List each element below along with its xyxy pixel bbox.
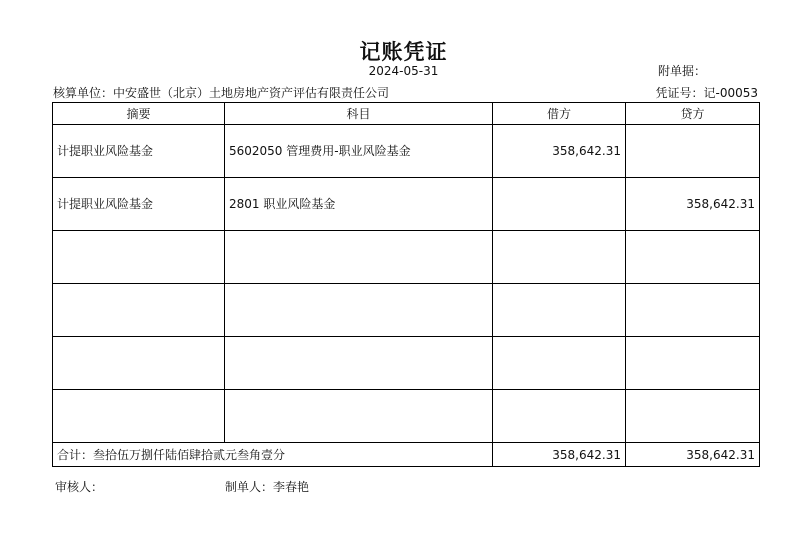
account-cell: 5602050 管理费用-职业风险基金 <box>225 125 493 178</box>
table-row <box>53 231 760 284</box>
table-row <box>53 284 760 337</box>
column-header-debit: 借方 <box>493 103 626 125</box>
credit-cell <box>626 337 760 390</box>
total-row <box>53 443 760 467</box>
debit-cell <box>493 284 626 337</box>
table-row <box>53 178 760 231</box>
table-header-row <box>53 103 760 125</box>
total-debit: 358,642.31 <box>493 443 626 467</box>
account-cell <box>225 337 493 390</box>
debit-cell: 358,642.31 <box>493 125 626 178</box>
debit-cell <box>493 390 626 443</box>
credit-cell <box>626 390 760 443</box>
debit-cell <box>493 337 626 390</box>
summary-cell <box>53 337 225 390</box>
voucher-date: 2024-05-31 <box>368 64 439 78</box>
preparer-label: 制单人：李春艳 <box>225 480 310 494</box>
table-row <box>53 337 760 390</box>
total-credit: 358,642.31 <box>626 443 760 467</box>
column-header-account: 科目 <box>225 103 493 125</box>
summary-cell <box>53 390 225 443</box>
account-cell <box>225 390 493 443</box>
reviewer-label: 审核人： <box>55 480 104 494</box>
debit-cell <box>493 231 626 284</box>
debit-cell <box>493 178 626 231</box>
credit-cell: 358,642.31 <box>626 178 760 231</box>
column-header-summary: 摘要 <box>53 103 225 125</box>
table-row <box>53 125 760 178</box>
accounting-unit: 核算单位：中安盛世（北京）土地房地产资产评估有限责任公司 <box>53 86 390 100</box>
account-cell: 2801 职业风险基金 <box>225 178 493 231</box>
summary-cell <box>53 231 225 284</box>
summary-cell: 计提职业风险基金 <box>53 125 225 178</box>
credit-cell <box>626 231 760 284</box>
attachments-label: 附单据： <box>658 64 707 78</box>
column-header-credit: 贷方 <box>626 103 760 125</box>
credit-cell <box>626 125 760 178</box>
voucher-table <box>52 102 760 467</box>
voucher-number: 凭证号：记-00053 <box>655 86 758 100</box>
summary-cell <box>53 284 225 337</box>
total-label: 合计：叁拾伍万捌仟陆佰肆拾贰元叁角壹分 <box>53 443 493 467</box>
voucher-title: 记账凭证 <box>359 40 448 64</box>
summary-cell: 计提职业风险基金 <box>53 178 225 231</box>
table-row <box>53 390 760 443</box>
account-cell <box>225 284 493 337</box>
credit-cell <box>626 284 760 337</box>
account-cell <box>225 231 493 284</box>
